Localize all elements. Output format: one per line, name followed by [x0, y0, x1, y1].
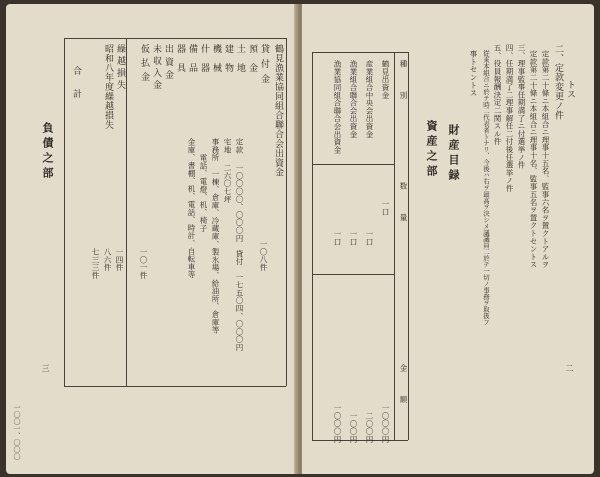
margin-note: 一〇〇一、〇〇〇	[13, 404, 21, 460]
agenda-line: 三、理事監事任期満了ニ付選挙ノ件	[517, 44, 526, 169]
agenda-line: 二、定款変更ノ件	[553, 44, 563, 120]
asset-amount: 一〇〇円	[349, 412, 358, 444]
asset-table-left	[312, 52, 313, 440]
row-detail: 金庫、書棚、机、電話、時計、自転車等	[187, 138, 196, 279]
header-amount: 金額	[399, 364, 408, 427]
asset-count: 一口	[365, 230, 374, 246]
subsection-title: 資産之部	[425, 120, 438, 180]
header-count: 数量	[399, 182, 408, 245]
liability-section-title: 負債之部	[41, 122, 54, 182]
agenda-line: 從來本組合ニ於テ時二代表者トナリ、今後ハ右ヲ最高ヲ決シメ議議員二於テ一切ノ事務ヲ取扱フ	[482, 50, 490, 326]
table-bottom-rule	[64, 386, 286, 387]
asset-count: 一口	[381, 200, 390, 216]
row-value: 一四件	[115, 248, 124, 272]
table-right-rule	[286, 38, 287, 386]
row-value: 宅地	[223, 138, 232, 154]
asset-amount: 一〇〇〇円	[381, 404, 390, 443]
header-kind: 種別	[399, 60, 408, 123]
left-page	[6, 4, 298, 474]
asset-count: 一口	[349, 230, 358, 246]
page-number: 三	[41, 364, 50, 372]
asset-amount: 一〇〇〇円	[333, 404, 342, 443]
agenda-line: 五、役員報酬決定二関スル件	[493, 44, 502, 146]
left-heading-column: 鶴見漁業協同組合聯合会出資金	[273, 44, 283, 177]
row-label: 什器	[199, 44, 209, 82]
agenda-line: 定款第二十條ニ本組合ニ理事十五名、監事六名ヲ置クトアルヲ	[541, 50, 550, 269]
page-number: 二	[565, 364, 574, 372]
row-label: 貸付金	[259, 44, 269, 89]
row-label: 昭和八年度繰越損失	[103, 44, 113, 130]
row-detail: 一〇〇〇〇、〇〇〇円 貸付 一七五〇四、〇〇〇円	[235, 164, 244, 352]
asset-count: 一口	[333, 230, 342, 246]
row-label: 預金	[247, 44, 257, 82]
row-label: 土地	[235, 44, 245, 82]
agenda-line: 事トセントス	[469, 50, 478, 97]
row-detail: 一棟、倉庫、冷蔵庫、製氷場、給油所、倉庫等	[211, 170, 220, 334]
row-label: 器具	[175, 44, 185, 82]
agenda-line: 定款第二十條ニ本組合ニ理事十名、監事五名ヲ置クトセントス	[529, 50, 538, 269]
asset-table-bottom	[312, 440, 408, 441]
row-value: 七三三件	[91, 248, 100, 280]
row-value: 八六件	[103, 248, 112, 272]
agenda-line: 四、任期満了二理事解任二付後任選挙ノ件	[505, 44, 514, 193]
asset-name: 鶴見出資金	[381, 60, 390, 99]
section-title: 財産目録	[447, 124, 460, 184]
asset-col-divider-2	[312, 274, 394, 275]
row-label: 出資金	[163, 44, 173, 83]
table-divider	[126, 38, 127, 386]
open-book	[6, 4, 594, 474]
asset-amount: 二〇〇円	[365, 412, 374, 444]
agenda-line: トス	[565, 80, 575, 99]
right-page	[302, 4, 594, 474]
row-label: 繰越損失	[115, 44, 125, 92]
asset-name: 産業組合中央会出資金	[365, 60, 374, 138]
table-left-rule	[64, 38, 65, 386]
row-detail: 電話、電燈、机、椅子	[199, 154, 208, 232]
asset-col-divider-1	[312, 164, 394, 165]
row-label: 仮払金	[139, 44, 149, 86]
table-top-rule	[64, 38, 286, 39]
total-label: 合計	[71, 66, 81, 112]
asset-name: 漁業協同組合聯合会出資金	[333, 60, 342, 154]
asset-name: 漁業組合聯合会出資金	[349, 60, 358, 138]
row-label: 備品	[187, 44, 197, 82]
row-value: 事務所	[211, 138, 220, 162]
row-label: 機械	[211, 44, 221, 82]
row-value: 定款	[235, 138, 244, 154]
row-label: 建物	[223, 44, 233, 82]
row-value: 一〇八件	[259, 240, 268, 272]
row-value: 一〇一件	[139, 248, 148, 280]
row-detail: 二六〇七坪	[223, 164, 232, 203]
row-label: 未収入金	[151, 44, 161, 92]
asset-header-divider	[394, 52, 395, 440]
